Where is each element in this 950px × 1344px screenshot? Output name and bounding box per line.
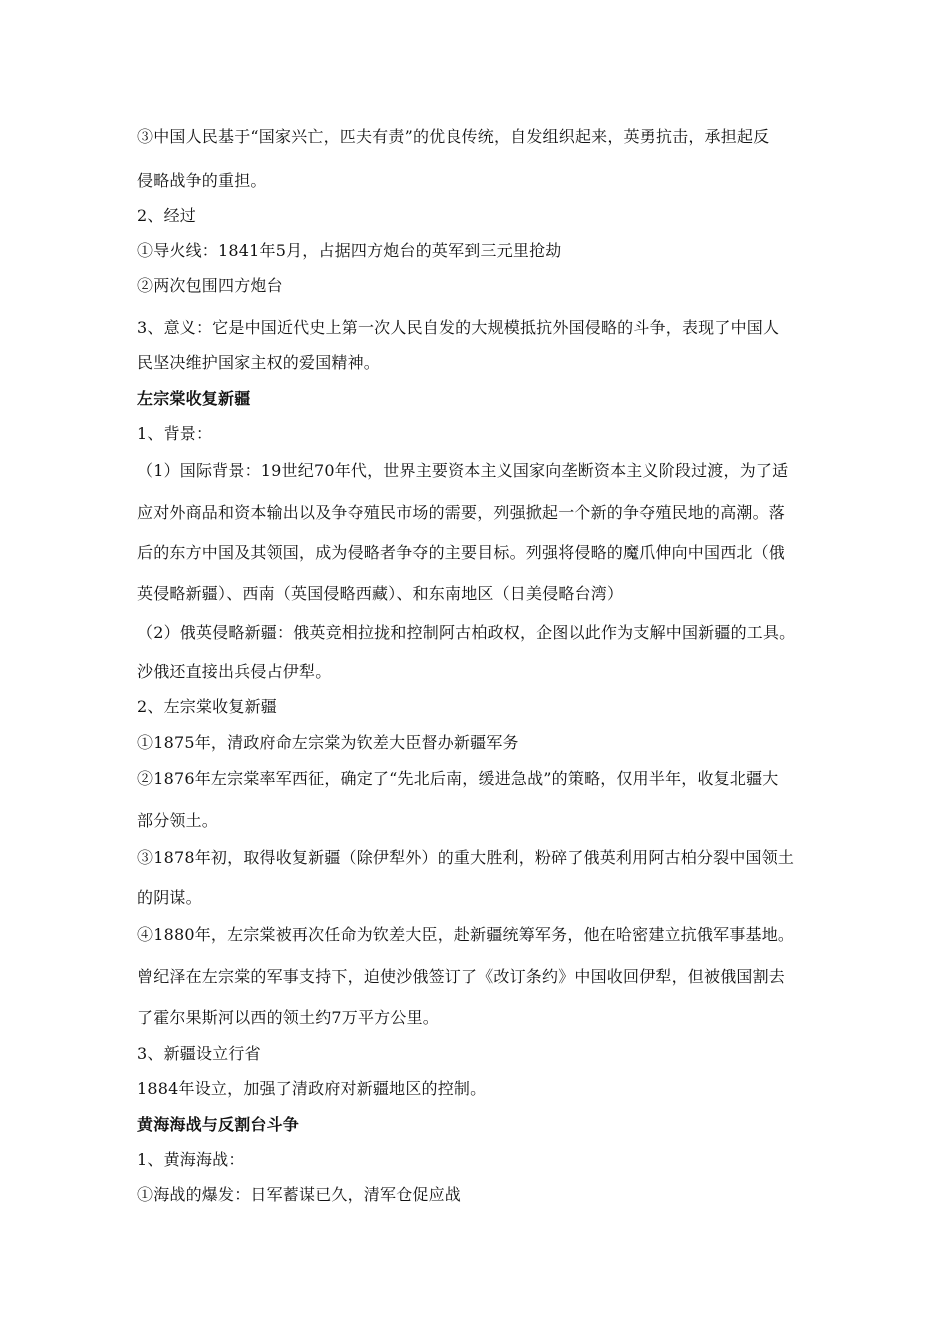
paragraph-line: 民坚决维护国家主权的爱国精神。 <box>137 353 381 372</box>
paragraph-line: 部分领土。 <box>137 811 219 830</box>
paragraph-line: 的阴谋。 <box>137 888 202 907</box>
paragraph-line: ④1880年，左宗棠被再次任命为钦差大臣，赴新疆统筹军务，他在哈密建立抗俄军事基地。 <box>137 925 795 944</box>
paragraph-line: ③中国人民基于“国家兴亡，匹夫有责”的优良传统，自发组织起来，英勇抗击，承担起反 <box>137 127 770 146</box>
paragraph-line: 2、左宗棠收复新疆 <box>137 697 277 716</box>
paragraph-line: ②1876年左宗棠率军西征，确定了“先北后南，缓进急战”的策略，仅用半年，收复北疆大 <box>137 769 779 788</box>
paragraph-line: 3、意义：它是中国近代史上第一次人民自发的大规模抵抗外国侵略的斗争，表现了中国人 <box>137 318 780 337</box>
paragraph-line: 后的东方中国及其领国，成为侵略者争夺的主要目标。列强将侵略的魔爪伸向中国西北（俄 <box>137 543 786 562</box>
paragraph-line: 1、背景： <box>137 424 213 443</box>
paragraph-line: （1）国际背景：19世纪70年代，世界主要资本主义国家向垄断资本主义阶段过渡，为了适 <box>137 461 789 480</box>
section-heading: 黄海海战与反割台斗争 <box>137 1115 300 1134</box>
paragraph-line: 沙俄还直接出兵侵占伊犁。 <box>137 662 332 681</box>
paragraph-line: （2）俄英侵略新疆：俄英竞相拉拢和控制阿古柏政权，企图以此作为支解中国新疆的工具。 <box>137 623 796 642</box>
paragraph-line: ①海战的爆发：日军蓄谋已久，清军仓促应战 <box>137 1185 462 1204</box>
paragraph-line: 了霍尔果斯河以西的领土约7万平方公里。 <box>137 1008 439 1027</box>
paragraph-line: 侵略战争的重担。 <box>137 171 267 190</box>
paragraph-line: ①导火线：1841年5月，占据四方炮台的英军到三元里抢劫 <box>137 241 562 260</box>
paragraph-line: 3、新疆设立行省 <box>137 1044 261 1063</box>
paragraph-line: 英侵略新疆）、西南（英国侵略西藏）、和东南地区（日美侵略台湾） <box>137 584 624 603</box>
paragraph-line: 1884年设立，加强了清政府对新疆地区的控制。 <box>137 1079 487 1098</box>
paragraph-line: 1、黄海海战： <box>137 1150 245 1169</box>
paragraph-line: ③1878年初，取得收复新疆（除伊犁外）的重大胜利，粉碎了俄英利用阿古柏分裂中国领土 <box>137 848 795 867</box>
paragraph-line: 曾纪泽在左宗棠的军事支持下，迫使沙俄签订了《改订条约》中国收回伊犁，但被俄国割去 <box>137 967 786 986</box>
section-heading: 左宗棠收复新疆 <box>137 389 251 408</box>
paragraph-line: ①1875年，清政府命左宗棠为钦差大臣督办新疆军务 <box>137 733 519 752</box>
paragraph-line: ②两次包围四方炮台 <box>137 276 283 295</box>
paragraph-line: 2、经过 <box>137 206 196 225</box>
paragraph-line: 应对外商品和资本输出以及争夺殖民市场的需要，列强掀起一个新的争夺殖民地的高潮。落 <box>137 503 786 522</box>
